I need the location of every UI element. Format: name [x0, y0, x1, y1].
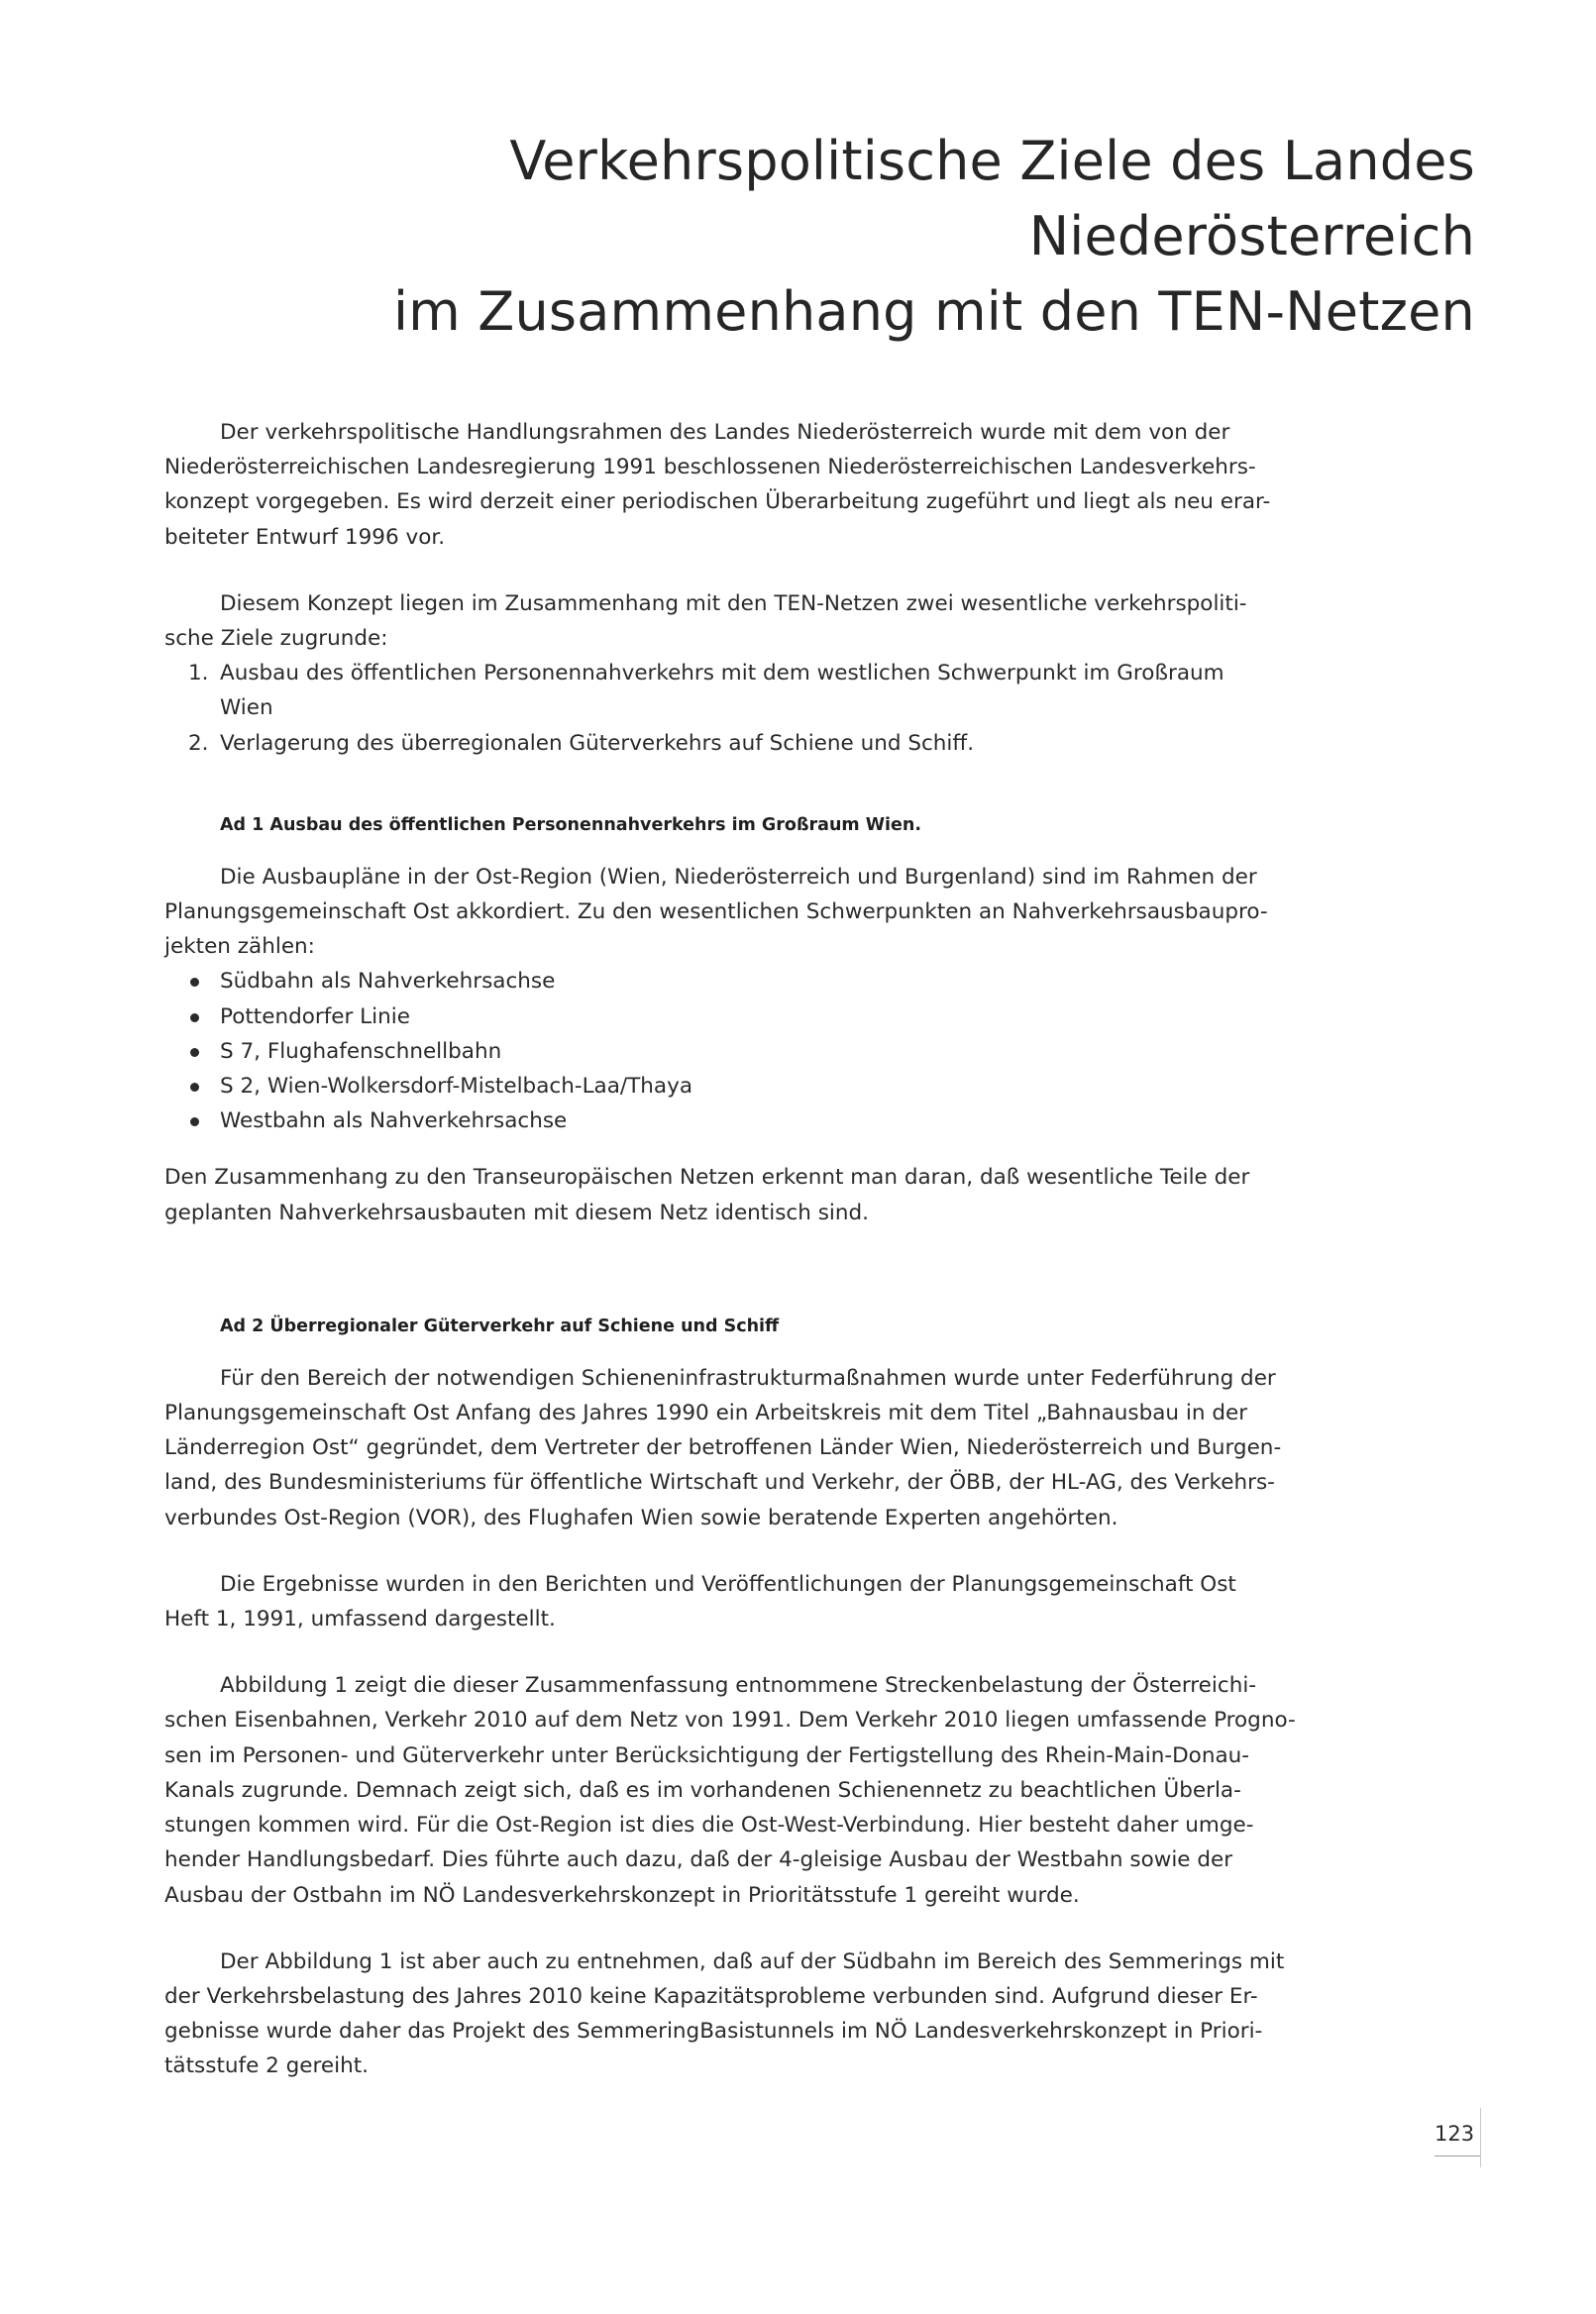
text-line: beiteter Entwurf 1996 vor. [164, 524, 446, 550]
text-line: schen Eisenbahnen, Verkehr 2010 auf dem Netz von 1991. Dem Verkehr 2010 liegen umfassende Progno- [164, 1708, 1296, 1734]
paragraph-suedbahn [164, 1945, 1285, 2084]
list-item-text: Verlagerung des überregionalen Güterverkehrs auf Schiene und Schiff. [220, 730, 975, 756]
text-line: stungen kommen wird. Für die Ost-Region ist dies die Ost-West-Verbindung. Hier besteht daher umge- [164, 1813, 1254, 1839]
list-item-text: S 2, Wien-Wolkersdorf-Mistelbach-Laa/Thaya [220, 1074, 692, 1100]
list-item-text: Westbahn als Nahverkehrsachse [220, 1108, 568, 1134]
text-line: Niederösterreichischen Landesregierung 1991 beschlossenen Niederösterreichischen Landesverkehrs- [164, 455, 1256, 480]
text-line: Ausbau der Ostbahn im NÖ Landesverkehrskonzept in Prioritätsstufe 1 gereiht wurde. [164, 1882, 1080, 1908]
paragraph-intro [164, 415, 1271, 555]
text-line: tätsstufe 2 gereiht. [164, 2053, 369, 2079]
paragraph-zusammenhang [164, 1160, 1250, 1229]
bullet-icon [190, 1048, 199, 1057]
text-line: Den Zusammenhang zu den Transeuropäischen Netzen erkennt man daran, daß wesentliche Teile der [164, 1165, 1250, 1191]
text-line: verbundes Ost-Region (VOR), des Flughafen Wien sowie beratende Experten angehörten. [164, 1505, 1118, 1530]
text-line: Die Ausbaupläne in der Ost-Region (Wien, Niederösterreich und Burgenland) sind im Rahmen der [220, 864, 1257, 890]
goals-list [164, 656, 1244, 761]
list-item [164, 1034, 1244, 1069]
list-item-text: S 7, Flughafenschnellbahn [220, 1038, 502, 1064]
page-number: 123 [1435, 2122, 1475, 2146]
section-heading-ad2: Ad 2 Überregionaler Güterverkehr auf Schiene und Schiff [220, 1315, 780, 1336]
text-line: konzept vorgegeben. Es wird derzeit einer periodischen Überarbeitung zugeführt und liegt als neu erar- [164, 489, 1271, 515]
list-item [164, 1069, 1244, 1104]
paragraph-ergebnisse [164, 1567, 1244, 1636]
text-line: Für den Bereich der notwendigen Schieneninfrastrukturmaßnahmen wurde unter Federführung der [220, 1365, 1276, 1391]
text-line: gebnisse wurde daher das Projekt des SemmeringBasistunnels im NÖ Landesverkehrskonzept in Priori- [164, 2019, 1263, 2045]
list-number: 1. [188, 661, 209, 686]
list-item [164, 964, 1244, 999]
text-line: land, des Bundesministeriums für öffentliche Wirtschaft und Verkehr, der ÖBB, der HL-AG, des Verkehrs- [164, 1470, 1275, 1496]
text-line: Der verkehrspolitische Handlungsrahmen des Landes Niederösterreich wurde mit dem von der [220, 420, 1230, 445]
list-item-text: Pottendorfer Linie [220, 1003, 410, 1029]
text-line: Planungsgemeinschaft Ost akkordiert. Zu den wesentlichen Schwerpunkten an Nahverkehrsausbaupro- [164, 899, 1268, 925]
list-item [164, 999, 1244, 1034]
text-line: Kanals zugrunde. Demnach zeigt sich, daß es im vorhandenen Schienennetz zu beachtlichen Überla- [164, 1777, 1241, 1803]
bullet-icon [190, 978, 199, 987]
section-heading-ad1: Ad 1 Ausbau des öffentlichen Personennahverkehrs im Großraum Wien. [220, 814, 922, 835]
text-line: Diesem Konzept liegen im Zusammenhang mit den TEN-Netzen zwei wesentliche verkehrspoliti- [220, 590, 1247, 616]
bullet-icon [190, 1013, 199, 1022]
list-item-text: Ausbau des öffentlichen Personennahverkehrs mit dem westlichen Schwerpunkt im Großraum Wien [220, 661, 1224, 721]
paragraph-ausbauplaene [164, 860, 1268, 965]
text-line: Länderregion Ost“ gegründet, dem Vertreter der betroffenen Länder Wien, Niederösterreich und Burgen- [164, 1435, 1282, 1461]
text-line: geplanten Nahverkehrsausbauten mit diesem Netz identisch sind. [164, 1200, 869, 1225]
list-number: 2. [188, 730, 209, 756]
text-line: Die Ergebnisse wurden in den Berichten und Veröffentlichungen der Planungsgemeinschaft Ost [220, 1571, 1236, 1597]
list-item [164, 656, 1244, 725]
bullet-icon [190, 1083, 199, 1092]
body-text [164, 415, 1296, 2084]
paragraph-goals-intro [164, 586, 1247, 656]
text-line: der Verkehrsbelastung des Jahres 2010 keine Kapazitätsprobleme verbunden sind. Aufgrund dieser Er- [164, 1983, 1258, 2009]
margin-rule [1480, 2108, 1481, 2167]
list-item-text: Südbahn als Nahverkehrsachse [220, 969, 556, 995]
text-line: sen im Personen- und Güterverkehr unter Berücksichtigung der Fertigstellung des Rhein-Main-Donau- [164, 1742, 1249, 1768]
text-line: Heft 1, 1991, umfassend dargestellt. [164, 1607, 556, 1632]
list-item [164, 726, 1244, 761]
bullet-icon [190, 1117, 199, 1126]
text-line: Der Abbildung 1 ist aber auch zu entnehmen, daß auf der Südbahn im Bereich des Semmerings mit [220, 1948, 1285, 1974]
paragraph-arbeitskreis [164, 1361, 1282, 1535]
title-line-1: Verkehrspolitische Ziele des Landes Niederösterreich [509, 130, 1475, 267]
text-line: Planungsgemeinschaft Ost Anfang des Jahres 1990 ein Arbeitskreis mit dem Titel „Bahnausbau in der [164, 1401, 1248, 1426]
text-line: jekten zählen: [164, 934, 315, 960]
projects-list [164, 964, 1244, 1138]
text-line: sche Ziele zugrunde: [164, 626, 388, 652]
text-line: Abbildung 1 zeigt die dieser Zusammenfassung entnommene Streckenbelastung der Österreichi- [220, 1673, 1257, 1699]
title-line-2: im Zusammenhang mit den TEN-Netzen [392, 280, 1475, 343]
paragraph-abbildung [164, 1668, 1296, 1912]
list-item [164, 1104, 1244, 1138]
page-title [187, 124, 1475, 350]
text-line: hender Handlungsbedarf. Dies führte auch dazu, daß der 4-gleisige Ausbau der Westbahn sowie der [164, 1847, 1233, 1873]
